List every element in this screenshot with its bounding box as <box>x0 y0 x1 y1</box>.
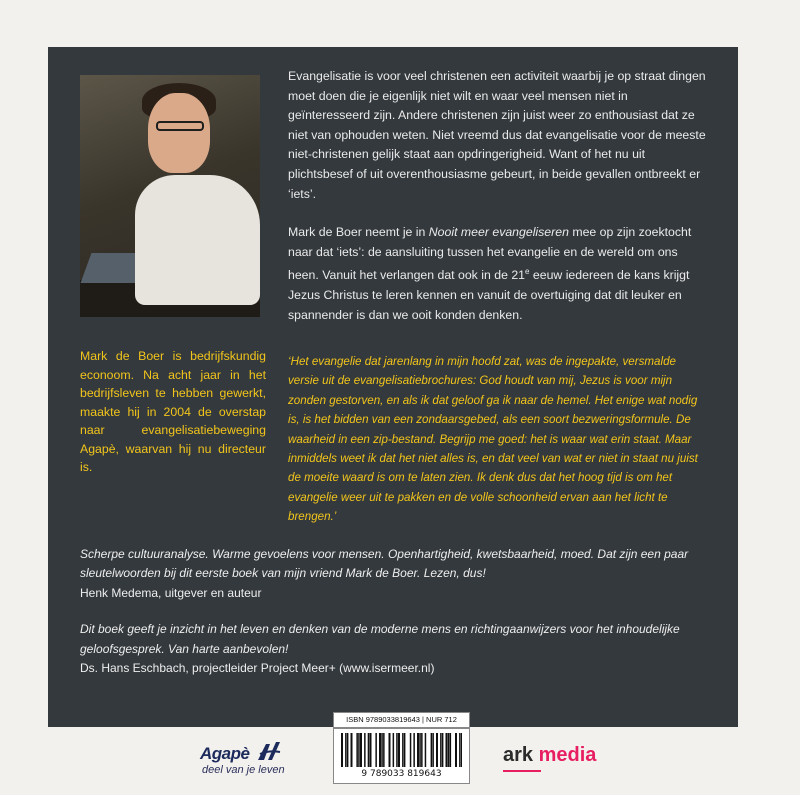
ark-underline <box>503 770 541 772</box>
barcode-number: 9 789033 819643 <box>361 769 442 779</box>
intro-p2-start: Mark de Boer neemt je in <box>288 225 429 240</box>
ark-word: ark <box>503 744 534 766</box>
author-photo <box>80 75 260 317</box>
intro-paragraph-2 <box>288 223 708 325</box>
photo-shirt <box>135 175 260 305</box>
back-cover-panel <box>48 47 738 727</box>
endorsements <box>80 545 720 695</box>
agape-wordmark: Agapè <box>200 744 250 763</box>
media-word: media <box>533 744 597 766</box>
agape-logo <box>200 740 295 785</box>
endorsement-quote: Scherpe cultuuranalyse. Warme gevoelens voor mensen. Openhartigheid, kwetsbaarheid, moed. Dat zijn een paar sleutelwoorden bij dit eerste boek van mijn vriend Mark de Boer. Lezen, dus! <box>80 547 689 581</box>
book-quote: ‘Het evangelie dat jarenlang in mijn hoofd zat, was de ingepakte, versmalde versie uit de evangelisatiebrochures: God houdt van mij, Jezus is voor mijn zonden gestorven, en als ik dat geloof ga ik naar de hemel. Het enige wat nodig is, is het bidden van een zondaarsgebed, als een soort bezweringsformule. De waarheid in een zip-bestand. Begrijp me goed: het is waar wat erin staat. Maar inmiddels weet ik dat het niet alles is, en dat veel van wat er niet in staat nu juist de moeite waard is om te laten zien. Ik denk dus dat het hoog tijd is om het evangelie weer uit te pakken en de volle schoonheid ervan aan het licht te brengen.’ <box>288 355 698 524</box>
barcode <box>333 728 470 784</box>
photo-glasses <box>156 121 204 131</box>
barcode-bars <box>341 733 462 769</box>
intro-p2-middle: mee op zijn zoektocht naar dat ‘iets’: de aansluiting tussen het evangelie en de wereld om ons heen. Vanuit het verlangen dat ook in de 21 <box>288 225 692 283</box>
author-bio: Mark de Boer is bedrijfskundig econoom. Na acht jaar in het bedrijfsleven te hebben gewerkt, maakte hij in 2004 de overstap naar evangelisatiebeweging Agapè, waarvan hij nu directeur is. <box>80 349 266 474</box>
photo-head <box>148 93 210 173</box>
book-title: Nooit meer evangeliseren <box>428 225 569 240</box>
intro-paragraph-1: Evangelisatie is voor veel christenen een activiteit waarbij je op straat dingen moet doen die je eigenlijk niet wilt en waar veel mensen niet in geïnteresseerd zijn. Andere christenen zijn juist weer zo enthousiast dat ze niet van ophouden weten. Niet vreemd dus dat evangelisatie voor de meeste niet-christenen gelijk staat aan opdringerigheid. Want of het nu uit plichtsbesef of uit overenthousiasme gebeurt, in beide gevallen ontbreekt er ‘iets’. <box>288 69 706 201</box>
endorsement-author: Henk Medema, uitgever en auteur <box>80 585 262 600</box>
agape-tagline: deel van je leven <box>202 764 285 776</box>
intro-p2-end: eeuw iedereen de kans krijgt Jezus Christus te leren kennen en vanuit de overtuiging dat dit leuker en spannender is dan we ooit konden denken. <box>288 268 690 322</box>
ark-media-logo <box>503 744 596 767</box>
intro-text <box>288 67 708 344</box>
endorsement-quote: Dit boek geeft je inzicht in het leven en denken van de moderne mens en richtingaanwijzers voor het inhoudelijke geloofsgesprek. Van harte aanbevolen! <box>80 622 680 656</box>
agape-emblem-icon <box>256 740 282 764</box>
endorsement-author: Ds. Hans Eschbach, projectleider Project Meer+ (www.isermeer.nl) <box>80 661 435 676</box>
century-superscript: e <box>525 267 530 277</box>
isbn-label: ISBN 9789033819643 | NUR 712 <box>333 712 470 728</box>
